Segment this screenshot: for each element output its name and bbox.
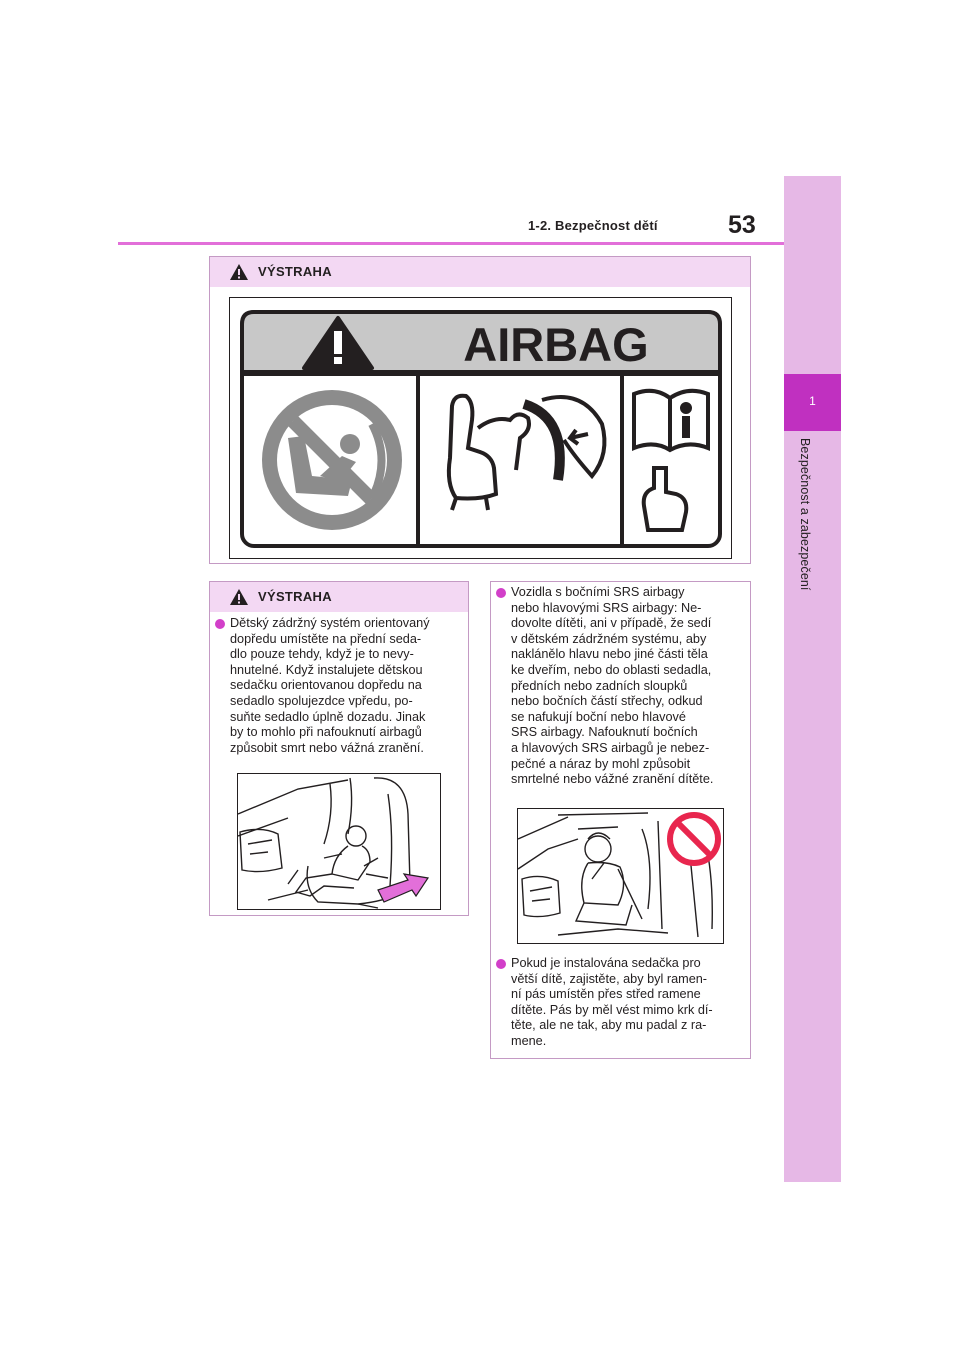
warning-title: VÝSTRAHA xyxy=(258,264,332,279)
airbag-label-illustration xyxy=(229,297,732,559)
bullet-line: a hlavových SRS airbagů je nebez- xyxy=(511,740,710,755)
bullet-dot xyxy=(496,588,506,598)
warning-header xyxy=(210,582,468,612)
leaning-child-drawing xyxy=(518,809,723,943)
booster-seat-illustration xyxy=(517,808,724,944)
warning-triangle-icon xyxy=(229,588,249,606)
bullet-line: Pokud je instalována sedačka pro xyxy=(511,956,701,970)
warning-header xyxy=(210,257,750,287)
bullet-line: mene. xyxy=(511,1033,547,1048)
bullet-dot xyxy=(496,959,506,969)
airbag-label-graphic xyxy=(230,298,731,558)
bullet-line: způsobit smrt nebo vážná zranění. xyxy=(230,740,424,755)
bullet-line: hnutelné. Když instalujete dětskou xyxy=(230,662,423,677)
bullet-line: Dětský zádržný systém orientovaný xyxy=(230,616,430,630)
bullet-line: dovolte dítěti, ani v případě, že sedí xyxy=(511,616,712,631)
warning-triangle-icon xyxy=(229,263,249,281)
forward-facing-warning-box xyxy=(209,581,469,916)
bullet-line: v dětském zádržném systému, aby xyxy=(511,631,707,646)
bullet-dot xyxy=(215,619,225,629)
bullet-line: sedačku orientovanou dopředu na xyxy=(230,678,422,693)
bullet-line: ní pás umístěn přes střed ramene xyxy=(511,987,701,1002)
bullet-line: sedadlo spolujezdce vpředu, po- xyxy=(230,693,413,708)
bullet-line: se nafukují boční nebo hlavové xyxy=(511,709,686,724)
side-airbag-info-box xyxy=(490,581,751,1059)
bullet-line: pečné a náraz by mohl způsobit xyxy=(511,756,691,771)
bullet-item xyxy=(493,585,766,788)
chapter-number: 1 xyxy=(809,394,816,408)
bullet-line: těte, ale ne tak, aby mu padal z ra- xyxy=(511,1018,707,1033)
no-rear-facing-seat-icon xyxy=(262,390,402,530)
airbag-label-text: AIRBAG xyxy=(463,318,649,371)
bullet-item xyxy=(212,616,480,756)
warning-title: VÝSTRAHA xyxy=(258,589,332,604)
bullet-line: suňte sedadlo úplně dozadu. Jinak xyxy=(230,709,426,724)
bullet-item xyxy=(493,956,766,1050)
header-rule xyxy=(118,242,784,245)
bullet-line: SRS airbagy. Nafouknutí bočních xyxy=(511,725,698,740)
bullet-line: větší dítě, zajistěte, aby byl ramen- xyxy=(511,971,708,986)
prohibited-icon xyxy=(670,815,718,863)
bullet-line: dopředu umístěte na přední seda- xyxy=(230,631,422,646)
chapter-label: Bezpečnost a zabezpečení xyxy=(798,438,812,591)
bullet-line: ke dveřím, nebo do oblasti sedadla, xyxy=(511,662,712,677)
bullet-line: naklánělo hlavu nebo jiné části těla xyxy=(511,647,708,662)
bullet-line: dlo pouze tehdy, když je to nevy- xyxy=(230,647,414,662)
child-seat-illustration xyxy=(237,773,441,910)
bullet-line: Vozidla s bočními SRS airbagy xyxy=(511,585,685,599)
bullet-line: smrtelné nebo vážné zranění dítěte. xyxy=(511,772,714,787)
bullet-line: nebo bočních částí střechy, odkud xyxy=(511,694,703,709)
bullet-line: by to mohlo při nafouknutí airbagů xyxy=(230,725,422,740)
bullet-line: nebo hlavovými SRS airbagy: Ne- xyxy=(511,600,702,615)
chapter-tab xyxy=(784,176,841,1182)
bullet-line: předních nebo zadních sloupků xyxy=(511,678,688,693)
section-title: 1-2. Bezpečnost dětí xyxy=(528,218,658,233)
airbag-warning-box xyxy=(209,256,751,564)
page-number: 53 xyxy=(728,211,756,239)
forward-facing-seat-drawing xyxy=(238,774,440,909)
bullet-line: dítěte. Pás by měl vést mimo krk dí- xyxy=(511,1002,713,1017)
